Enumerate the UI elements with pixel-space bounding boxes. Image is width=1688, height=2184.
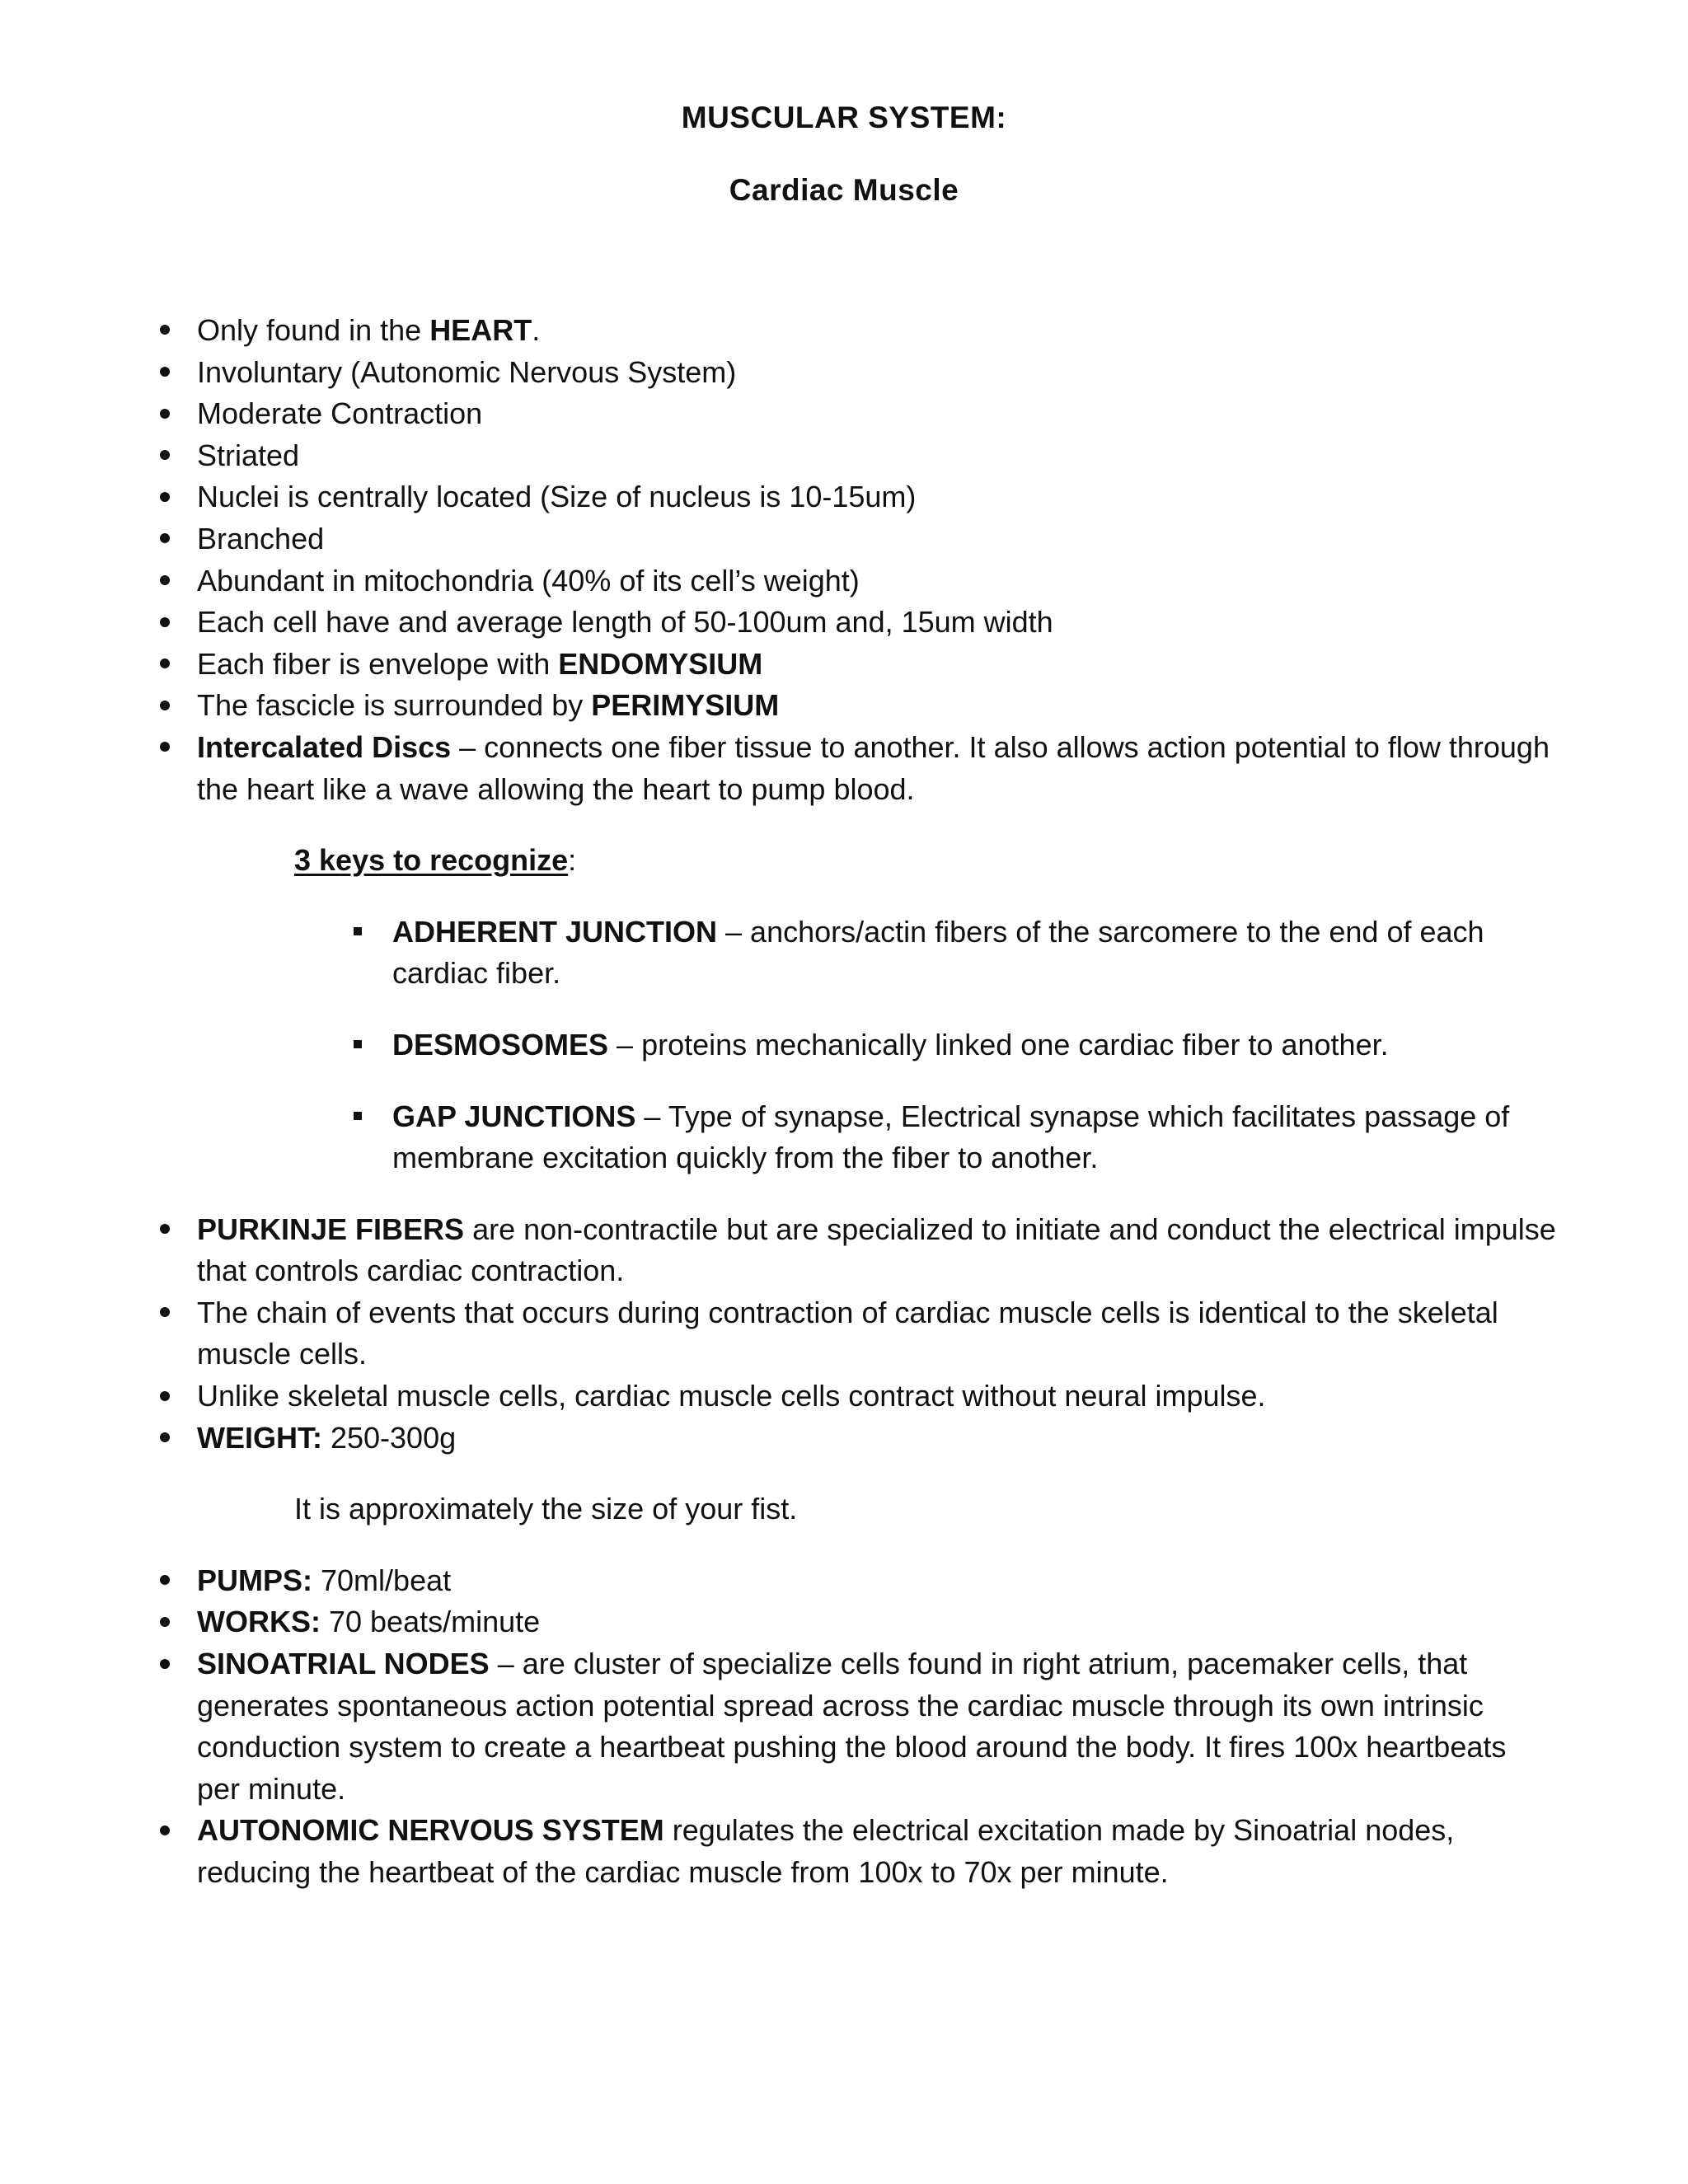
list-item: The fascicle is surrounded by PERIMYSIUM [0, 685, 1688, 727]
list-item: Abundant in mitochondria (40% of its cell’s weight) [0, 560, 1688, 602]
bullet-dot-icon [155, 1209, 175, 1251]
page-subtitle: Cardiac Muscle [729, 173, 959, 207]
square-bullet-icon [349, 1024, 366, 1066]
sub-list-item: DESMOSOMES – proteins mechanically linked one cardiac fiber to another. [0, 1024, 1688, 1066]
list-item: Moderate Contraction [0, 393, 1688, 435]
bullet-dot-icon [155, 727, 175, 769]
list-item: Only found in the HEART. [0, 310, 1688, 352]
weight-note: It is approximately the size of your fist. [294, 1492, 798, 1526]
list-item: WEIGHT: 250-300g [0, 1418, 1688, 1460]
list-item: PUMPS: 70ml/beat [0, 1560, 1688, 1602]
list-item: Striated [0, 435, 1688, 477]
square-bullet-icon [349, 1096, 366, 1138]
bullet-dot-icon [155, 560, 175, 602]
square-bullet-icon [349, 912, 366, 954]
bullet-dot-icon [155, 476, 175, 518]
bullet-dot-icon [155, 1643, 175, 1685]
bullet-dot-icon [155, 518, 175, 560]
list-item: Involuntary (Autonomic Nervous System) [0, 352, 1688, 394]
bullet-dot-icon [155, 1418, 175, 1460]
list-item: PURKINJE FIBERS are non-contractile but are specialized to initiate and conduct the electrical impulse that controls cardiac contraction. [0, 1209, 1688, 1292]
sub-list-item: ADHERENT JUNCTION – anchors/actin fibers of the sarcomere to the end of each cardiac fiber. [0, 912, 1688, 995]
bullet-list [0, 310, 1688, 1894]
bullet-dot-icon [155, 393, 175, 435]
bullet-dot-icon [155, 602, 175, 644]
bullet-dot-icon [155, 1560, 175, 1602]
list-item: Nuclei is centrally located (Size of nucleus is 10-15um) [0, 476, 1688, 518]
list-item: Intercalated Discs – connects one fiber tissue to another. It also allows action potential to flow through the heart like a wave allowing the heart to pump blood. [0, 727, 1688, 810]
list-item: Each cell have and average length of 50-100um and, 15um width [0, 602, 1688, 644]
page-title: MUSCULAR SYSTEM: [681, 101, 1007, 134]
sub-list-item: GAP JUNCTIONS – Type of synapse, Electrical synapse which facilitates passage of membrane excitation quickly from the fiber to another. [0, 1096, 1688, 1179]
list-item: Each fiber is envelope with ENDOMYSIUM [0, 644, 1688, 686]
list-item: Branched [0, 518, 1688, 560]
bullet-dot-icon [155, 1810, 175, 1852]
list-item: AUTONOMIC NERVOUS SYSTEM regulates the electrical excitation made by Sinoatrial nodes, reducing the heartbeat of the cardiac muscle from 100x to 70x per minute. [0, 1810, 1688, 1893]
list-item: The chain of events that occurs during contraction of cardiac muscle cells is identical to the skeletal muscle cells. [0, 1292, 1688, 1376]
list-item: SINOATRIAL NODES – are cluster of specialize cells found in right atrium, pacemaker cells, that generates spontaneous action potential spread across the cardiac muscle through its own intrinsic conduction system to create a heartbeat pushing the blood around the body. It fires 100x heartbeats per minute. [0, 1643, 1688, 1810]
list-item: WORKS: 70 beats/minute [0, 1601, 1688, 1643]
bullet-dot-icon [155, 1292, 175, 1334]
bullet-dot-icon [155, 1376, 175, 1418]
bullet-dot-icon [155, 352, 175, 394]
keys-heading: 3 keys to recognize: [294, 843, 577, 878]
bullet-dot-icon [155, 1601, 175, 1643]
list-item: Unlike skeletal muscle cells, cardiac muscle cells contract without neural impulse. [0, 1376, 1688, 1418]
bullet-dot-icon [155, 685, 175, 727]
bullet-dot-icon [155, 644, 175, 686]
bullet-dot-icon [155, 435, 175, 477]
bullet-dot-icon [155, 310, 175, 352]
